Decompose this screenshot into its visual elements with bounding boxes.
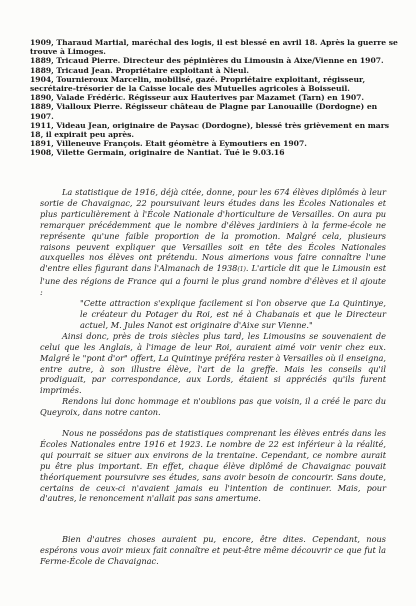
paragraph-text: La statistique de 1916, déjà citée, donne, pour les 674 élèves diplômés à leur sortie de Chavaignac, 22 poursuivant leurs études dans les Écoles Nationales et plus particulièrement à l'École Nationale d'horticulture de Versailles. On aura pu remarquer précédemment que le nombre d'élèves jardiniers à la ferme-école ne représente qu'une faible proportion de la promotion. Malgré cela, plusieurs raisons peuvent expliquer que Versailles soit en tête des Écoles Nationales auxquelles nos élèves ont prétendu. Nous aimerions vous faire connaître l'une d'entre elles figurant dans l'Almanach de 1938 — [40, 187, 386, 274]
footnote-marker: (1) — [237, 266, 246, 274]
roster-entry: 1908, Vilette Germain, originaire de Nantiat. Tué le 9.03.16 — [30, 148, 285, 158]
roster-entry: 1911, Videau Jean, originaire de Paysac (Dordogne), blessé très grièvement en mars 18, il expirait peu après. — [30, 120, 389, 140]
paragraph-homage: Rendons lui donc hommage et n'oublions pas que voisin, il a créé le parc du Queyroix, dans notre canton. — [40, 396, 386, 418]
paragraph-national-schools: Nous ne possédons pas de statistiques comprenant les élèves entrés dans les Écoles Nationales entre 1916 et 1923. Le nombre de 22 est inférieur à la réalité, qui pourrait se situer aux environs de la trentaine. Cependant, ce nombre aurait pu être plus important. En effet, chaque élève diplômé de Chavaignac pouvait théoriquement poursuivre ses études, sans avoir besoin de concourir. Sans doute, certains de ceux-ci n'avaient jamais eu l'intention de continuer. Mais, pour d'autres, le renoncement n'allait pas sans amertume. — [40, 428, 386, 504]
roster-entry: 1890, Valade Frédéric. Régisseur aux Hauterives par Mazamet (Tarn) en 1907. — [30, 93, 365, 103]
student-roster — [30, 38, 400, 158]
roster-entry: 1904, Tournieroux Marcelin, mobilisé, gazé. Propriétaire exploitant, régisseur, secrétaire-trésorier de la Caisse locale des Mutuelles agricoles à Boisseuil. — [30, 74, 366, 94]
roster-entry: 1889, Tricaud Pierre. Directeur des pépinières du Limousin à Aixe/Vienne en 1907. — [30, 56, 384, 66]
roster-entry: 1889, Vialloux Pierre. Régisseur château de Plagne par Lanouaille (Dordogne) en 1907. — [30, 102, 378, 121]
paragraph-conclusion: Bien d'autres choses auraient pu, encore, être dites. Cependant, nous espérons vous avoir mieux fait connaître et peut-être même découvrir ce que fut la Ferme-École de Chavaignac. — [40, 534, 386, 567]
roster-entry: 1891, Villeneuve François. Etait géomètre à Eymoutiers en 1907. — [30, 139, 307, 149]
roster-entry: 1889, Tricaud Jean. Propriétaire exploitant à Nieul. — [30, 65, 250, 75]
paragraph-quintinye: Ainsi donc, près de trois siècles plus tard, les Limousins se souvenaient de celui que les Anglais, à l'image de leur Roi, auraient aimé voir venir chez eux. Malgré le "pont d'or" offert, La Quintinye préféra rester à Versailles où il enseigna, entre autre, à son illustre élève, l'art de la greffe. Mais les conseils qu'il prodiguait, par correspondance, aux Lords, étaient si appréciés qu'ils furent imprimés. — [40, 330, 386, 396]
article-body — [40, 187, 386, 567]
paragraph-statistics — [40, 187, 386, 298]
roster-entry: 1909, Tharaud Martial, maréchal des logis, il est blessé en avril 18. Après la guerre se trouve à Limoges. — [30, 38, 398, 57]
paragraph-text: . L'article dit que le Limousin est l'une des régions de France qui a fourni le plus grand nombre d'élèves et il ajoute : — [40, 263, 386, 298]
quotation: "Cette attraction s'explique facilement si l'on observe que La Quintinye, le créateur du Potager du Roi, est né à Chabanais et que le Directeur actuel, M. Jules Nanot est originaire d'Aixe sur Vienne." — [80, 298, 386, 330]
